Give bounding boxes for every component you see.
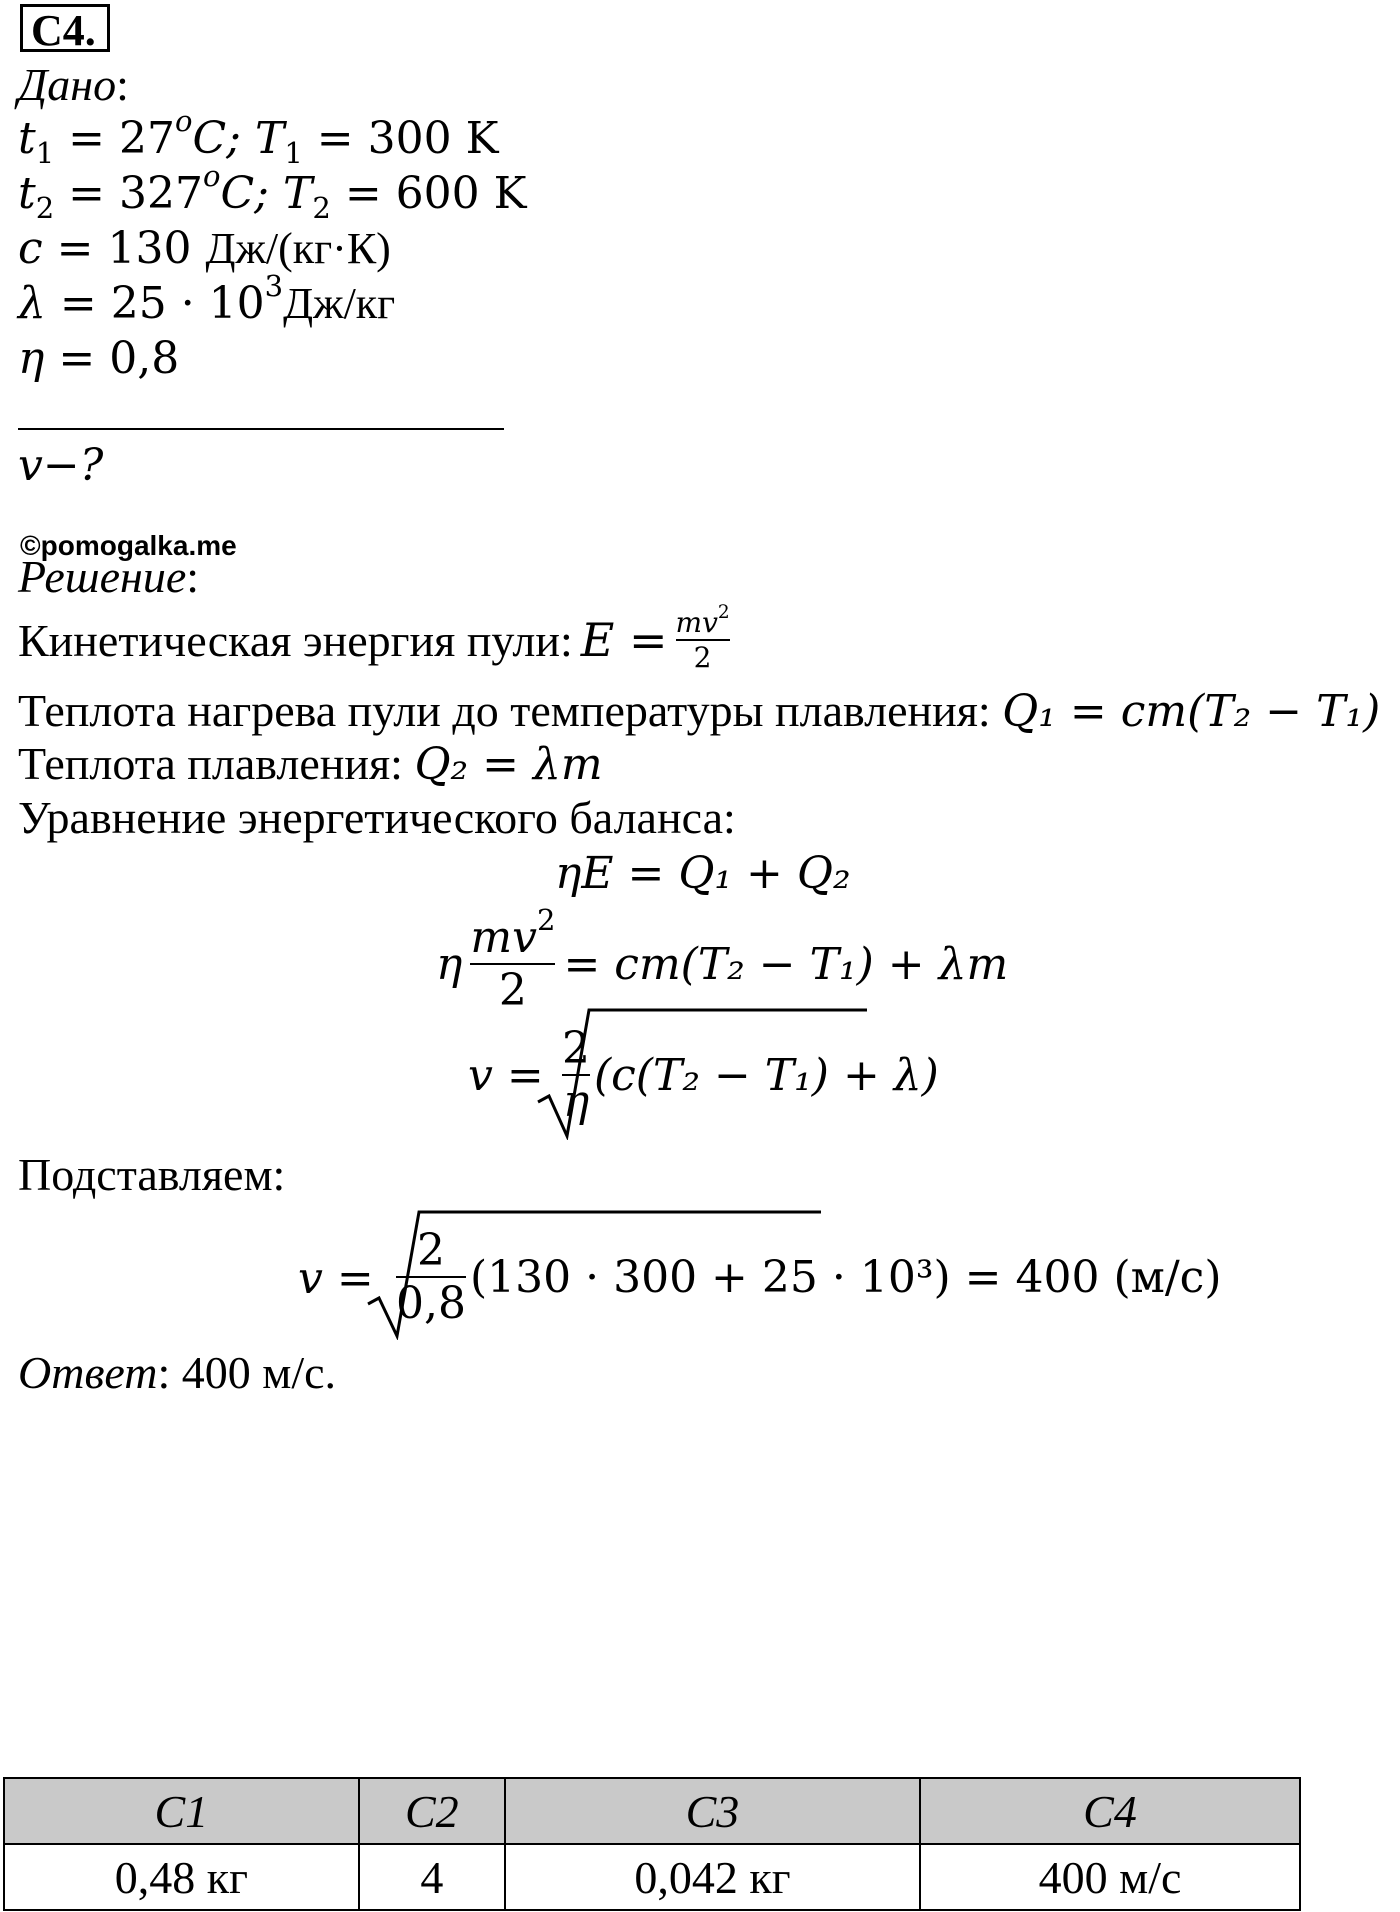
watermark: ©pomogalka.me bbox=[20, 530, 237, 561]
answers-value-c4: 400 м/с bbox=[920, 1844, 1300, 1910]
substitute-heading: Подставляем: bbox=[18, 1149, 286, 1200]
task-label: C4. bbox=[20, 4, 110, 52]
balance-heading: Уравнение энергетического баланса: bbox=[18, 792, 736, 843]
solution-heading: Решение: bbox=[18, 551, 200, 602]
answers-header-c4: C4 bbox=[920, 1778, 1300, 1844]
kinetic-energy-text: Кинетическая энергия пули: bbox=[18, 614, 573, 666]
heat1-formula: Q₁ = cm(T₂ − T₁) bbox=[1002, 686, 1381, 737]
equation-substitution-fraction: $\frac{2}{0,8}$ bbox=[396, 1225, 466, 1329]
heat1-line: Теплота нагрева пули до температуры плавления: Q₁ = cm(T₂ − T₁) bbox=[18, 685, 1381, 737]
answers-value-c2: 4 bbox=[359, 1844, 505, 1910]
equation-energy-fraction: $\frac{mv^2}{2}$ bbox=[470, 903, 556, 1016]
heat2-formula: Q₂ = λm bbox=[414, 739, 603, 790]
given-line-latent-heat: $\lambda = 25 \cdot 10^3Дж/кг$ bbox=[18, 269, 396, 329]
equation-substitution-lhs: v = bbox=[298, 1253, 374, 1304]
given-line-temperatures-2: $t_2 = 327^oC$; $T_2 = 600$ K bbox=[18, 159, 527, 226]
kinetic-energy-lhs: E = bbox=[580, 613, 668, 667]
given-divider bbox=[18, 428, 504, 430]
answers-value-c3: 0,042 кг bbox=[505, 1844, 920, 1910]
find-line: v−? bbox=[18, 440, 104, 491]
equation-velocity-radicand: $\frac{2}{\eta}$ (c(T₂ − T₁) + λ) bbox=[562, 1023, 939, 1127]
given-heading: Дано: bbox=[18, 59, 129, 110]
equation-substitution-radicand: $\frac{2}{0,8}$ (130 · 300 + 25 · 10³) = 400 (м/с) bbox=[396, 1225, 1222, 1329]
answers-header-row bbox=[4, 1778, 1300, 1844]
equation-velocity-lhs: v = bbox=[468, 1050, 544, 1101]
answers-table bbox=[3, 1777, 1301, 1911]
given-line-temperatures-1: $t_1 = 27^oC$; $T_1 = 300$ K bbox=[18, 104, 499, 171]
answers-header-c1: C1 bbox=[4, 1778, 359, 1844]
answer-line: Ответ: 400 м/с. bbox=[18, 1347, 337, 1398]
equation-energy: η $\frac{mv^2}{2}$ = cm(T₂ − T₁) + λm bbox=[436, 903, 1009, 1016]
equation-velocity-fraction: $\frac{2}{\eta}$ bbox=[562, 1023, 590, 1127]
answers-header-c3: C3 bbox=[505, 1778, 920, 1844]
kinetic-energy-fraction: $\frac{mv^2}{2}$ bbox=[675, 602, 730, 674]
heat2-line: Теплота плавления: Q₂ = λm bbox=[18, 738, 603, 790]
answers-value-c1: 0,48 кг bbox=[4, 1844, 359, 1910]
given-line-specific-heat: c = 130 Дж/(кг·К) bbox=[18, 223, 391, 274]
equation-balance: ηE = Q₁ + Q₂ bbox=[555, 848, 851, 899]
answers-header-c2: C2 bbox=[359, 1778, 505, 1844]
kinetic-energy-line bbox=[18, 602, 730, 674]
answers-value-row bbox=[4, 1844, 1300, 1910]
given-line-efficiency: η = 0,8 bbox=[18, 333, 180, 384]
